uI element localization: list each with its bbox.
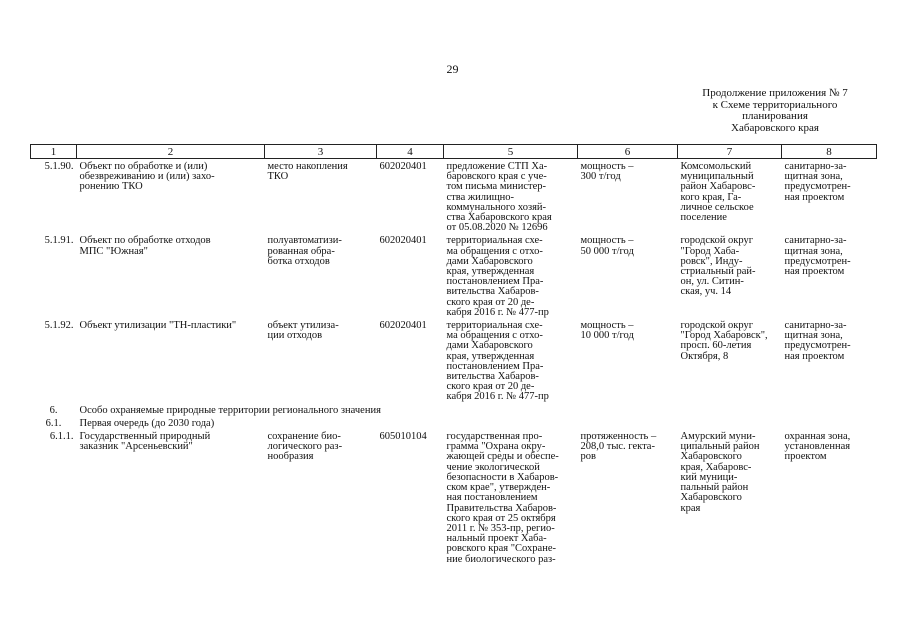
column-header: 7 [678,145,782,159]
object-purpose: место накопления ТКО [267,161,348,183]
object-code: 605010104 [379,431,427,443]
column-header: 6 [578,145,678,159]
table-row [31,233,877,318]
object-code: 602020401 [379,320,427,332]
section-row [31,403,877,416]
row-number: 5.1.92. [44,320,74,332]
section-title: Особо охраняемые природные территории регионального значения [79,404,381,416]
object-basis: территориальная схе- ма обращения с отхо- дами Хабаровского края, утвержденная постановлением Пра- вительства Хабаров- ского края от 20 де- кабря 2016 г. № 477-пр [446,235,549,318]
object-name: Объект по обработке отходов МПС "Южная" [79,235,211,257]
row-number: 5.1.90. [44,161,74,172]
object-location: Комсомольский муниципальный район Хабаровс- кого края, Га- личное сельское поселение [680,161,756,224]
object-location: Амурский муни- ципальный район Хабаровского края, Хабаровс- кий муници- пальный район Хабаровского края [680,431,760,514]
header-row [31,145,877,159]
object-basis: государственная про- грамма "Охрана окру- жающей среды и обеспе- чение экологической безопасности в Хабаров- ском крае", утвержден- ная постановлением Правительства Хабаров- ского края от 25 октября 2011 г. № 353-пр, регио- нальный проект Хаба- ровского края "Сохране- ние биологического раз- [446,431,559,565]
subsection-title: Первая очередь (до 2030 года) [79,417,215,429]
object-name: Объект утилизации "ТН-пластики" [79,320,237,332]
table-row [31,318,877,403]
column-header: 1 [31,145,77,159]
object-location: городской округ "Город Хабаровск", просп. 60-летия Октября, 8 [680,320,768,362]
page-number: 29 [446,62,459,76]
object-name: Объект по обработке и (или) обезвреживанию и (или) захо- ронению ТКО [79,161,215,193]
caption-line: планирования [742,110,808,122]
object-basis: территориальная схе- ма обращения с отхо- дами Хабаровского края, утвержденная постановлением Пра- вительства Хабаров- ского края от 20 де- кабря 2016 г. № 477-пр [446,320,549,403]
caption-line: к Схеме территориального [712,98,838,111]
caption-line: Продолжение приложения № 7 [702,87,848,99]
object-zone: охранная зона, установленная проектом [784,431,851,463]
object-code: 602020401 [379,235,427,247]
object-code: 602020401 [379,161,427,172]
object-purpose: полуавтоматизи- рованная обра- ботка отходов [267,235,342,267]
subsection-row [31,416,877,429]
caption-line: Хабаровского края [731,121,819,134]
object-capacity: мощность – 50 000 т/год [580,235,634,257]
object-capacity: протяженность – 208,0 тыс. гекта- ров [580,431,657,463]
column-header: 8 [782,145,877,159]
column-header: 5 [444,145,578,159]
table-row [31,429,877,565]
column-header: 3 [265,145,377,159]
object-location: городской округ "Город Хаба- ровск", Инду- стриальный рай- он, ул. Ситин- ская, уч. 14 [680,235,756,298]
row-number: 6.1.1. [49,431,74,443]
object-purpose: объект утилиза- ции отходов [267,320,339,342]
object-capacity: мощность – 10 000 т/год [580,320,634,342]
object-capacity: мощность – 300 т/год [580,161,634,183]
row-number: 5.1.91. [44,235,74,247]
object-zone: санитарно-за- щитная зона, предусмотрен- ная проектом [784,320,851,362]
table-row [31,159,877,234]
object-purpose: сохранение био- логического раз- нообразия [267,431,343,463]
subsection-number: 6.1. [45,417,62,429]
object-name: Государственный природный заказник "Арсеньевский" [79,431,211,453]
section-number: 6. [49,404,58,416]
objects-table [30,144,877,565]
object-basis: предложение СТП Ха- баровского края с уче- том письма министер- ства жилищно- коммунального хозяй- ства Хабаровского края от 05.08.2020 № 12696 [446,161,552,234]
column-header: 2 [77,145,265,159]
object-zone: санитарно-за- щитная зона, предусмотрен- ная проектом [784,235,851,278]
column-header: 4 [377,145,444,159]
object-zone: санитарно-за- щитная зона, предусмотрен- ная проектом [784,161,851,203]
appendix-caption [685,88,865,134]
